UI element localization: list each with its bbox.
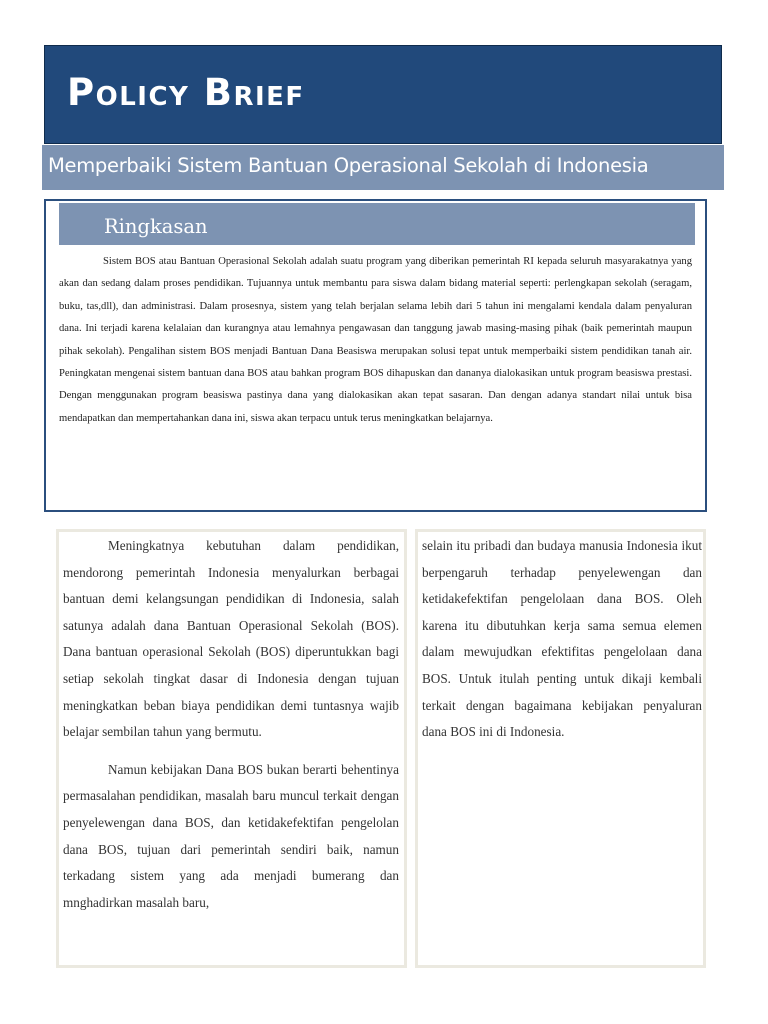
document-subtitle: Memperbaiki Sistem Bantuan Operasional Sekolah di Indonesia xyxy=(48,154,649,177)
right-column xyxy=(415,529,706,968)
summary-heading: Ringkasan xyxy=(104,215,208,238)
left-paragraph-1: Meningkatnya kebutuhan dalam pendidikan, mendorong pemerintah Indonesia menyalurkan berbagai bantuan demi kelangsungan pendidikan di Indonesia, salah satunya adalah dana Bantuan Operasional Sekolah (BOS). Dana bantuan operasional Sekolah (BOS) diperuntukkan bagi setiap sekolah tingkat dasar di Indonesia dengan tujuan meningkatkan beban biaya pendidikan demi tuntasnya wajib belajar sembilan tahun yang bermutu. xyxy=(63,538,399,740)
subtitle-banner xyxy=(42,145,724,190)
summary-text: Sistem BOS atau Bantuan Operasional Sekolah adalah suatu program yang diberikan pemerintah RI kepada seluruh masyarakatnya yang akan dan sedang dalam proses pendidikan. Tujuannya untuk membantu para siswa dalam bidang material seperti: perlengkapan sekolah (seragam, buku, tas,dll), dan administrasi. Dalam prosesnya, sistem yang telah berjalan selama lebih dari 5 tahun ini mengalami kendala dalam penyaluran dana. Ini terjadi karena kelalaian dan kurangnya atau lemahnya pengawasan dan tanggung jawab masing-masing pihak (baik pemerintah maupun pihak sekolah). Pengalihan sistem BOS menjadi Bantuan Dana Beasiswa merupakan solusi tepat untuk memperbaiki sistem pendidikan tanah air. Peningkatan mengenai sistem bantuan dana BOS atau bahkan program BOS dihapuskan dan dananya dialokasikan untuk program beasiswa prestasi. Dengan menggunakan program beasiswa pastinya dana yang dialokasikan akan tepat sasaran. Dan dengan adanya standart nilai untuk bisa mendapatkan dan mempertahankan dana ini, siswa akan terpacu untuk terus meningkatkan belajarnya. xyxy=(59,256,692,424)
right-paragraph-1: selain itu pribadi dan budaya manusia Indonesia ikut berpengaruh terhadap penyelewengan dan ketidakefektifan pengelolaan dana BOS. Oleh karena itu dibutuhkan kerja sama semua elemen dalam mewujudkan efektifitas pengelolaan dana BOS. Untuk itulah penting untuk dikaji kembali terkait dengan bagaimana kebijakan penyaluran dana BOS ini di Indonesia. xyxy=(422,538,702,740)
title-banner xyxy=(44,45,722,144)
summary-heading-bar xyxy=(59,203,695,245)
document-title: Policy Brief xyxy=(67,71,305,114)
summary-box xyxy=(44,199,707,512)
left-paragraph-2: Namun kebijakan Dana BOS bukan berarti behentinya permasalahan pendidikan, masalah baru muncul terkait dengan penyelewengan dana BOS, dan ketidakefektifan pengelolan dana BOS, tujuan dari pemerintah sendiri baik, namun terkadang sistem yang ada menjadi bumerang dan mnghadirkan masalah baru, xyxy=(63,761,399,910)
left-column xyxy=(56,529,407,968)
